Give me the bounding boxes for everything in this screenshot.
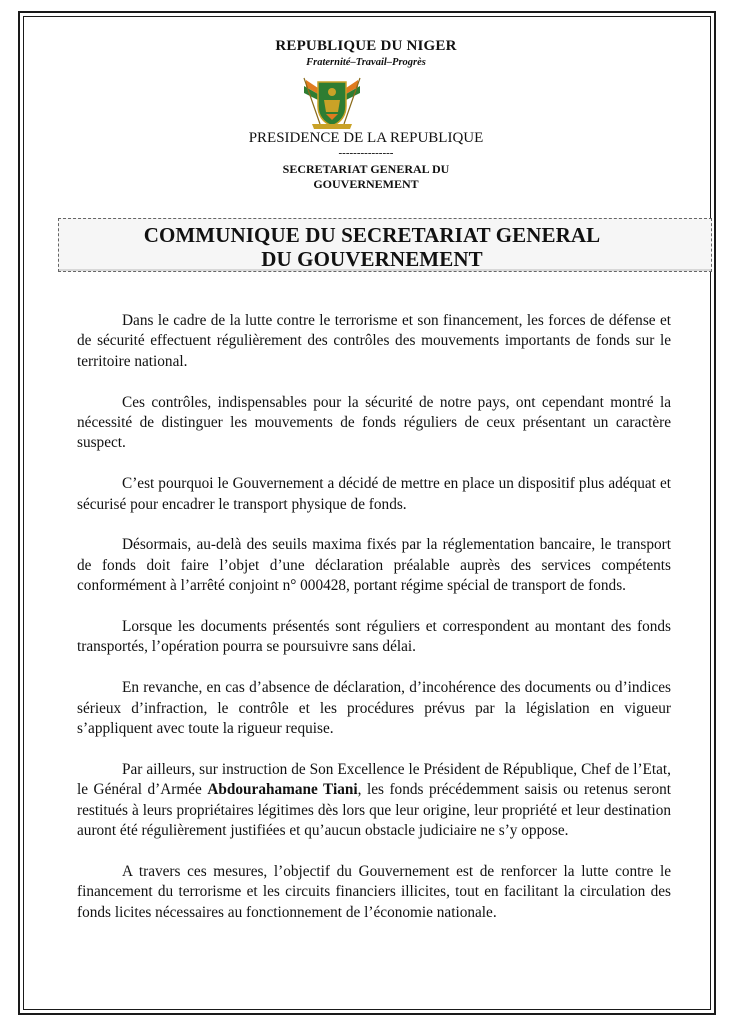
paragraph-3: C’est pourquoi le Gouvernement a décidé de mettre en place un dispositif plus adéquat et sécurisé pour encadrer le transport physique de fonds. [77,475,671,513]
communique-title-line1: COMMUNIQUE DU SECRETARIAT GENERAL [143,223,601,247]
paragraph-7-text-before: Par ailleurs, sur instruction de Son Excellence le Président de République, Chef de l’Etat, le Général d’Armée [77,760,671,799]
paragraph-7-text-after: , les fonds précédemment saisis ou retenus seront restitués à leurs propriétaires légitimes dès lors que leur origine, leur propriété et leur destination auront été régulièrement justifiées et qu’aucun obstacle judiciaire ne s’y oppose. [77,781,671,840]
paragraph-2: Ces contrôles, indispensables pour la sécurité de notre pays, ont cependant montré la nécessité de distinguer les mouvements de fonds réguliers de ceux présentant un caractère suspect. [77,393,671,452]
paragraph-6: En revanche, en cas d’absence de déclaration, d’incohérence des documents ou d’indices sérieux d’infraction, le contrôle et les procédures prévus par la législation en vigueur s’appliquent avec toute la rigueur requise. [77,679,671,738]
paragraph-4: Désormais, au-delà des seuils maxima fixés par la réglementation bancaire, le transport de fonds doit faire l’objet d’une déclaration préalable auprès des services compétents conformément à l’arrêté conjoint n° 000428, portant régime spécial de transport de fonds. [77,536,671,595]
country-name: REPUBLIQUE DU NIGER [275,38,457,54]
office-name-line1: SECRETARIAT GENERAL DU [282,162,450,176]
head-of-state-name: Abdourahamane Tiani [207,781,358,799]
paragraph-1: Dans le cadre de la lutte contre le terrorisme et son financement, les forces de défense et de sécurité effectuent régulièrement des contrôles des mouvements importants de fonds sur le territoire national. [77,312,671,370]
national-motto: Fraternité–Travail–Progrès [306,57,426,68]
paragraph-5: Lorsque les documents présentés sont réguliers et correspondent au montant des fonds transportés, l’opération pourra se poursuivre sans délai. [77,618,671,656]
presidency-heading: PRESIDENCE DE LA REPUBLIQUE [248,130,484,146]
communique-body [77,311,671,923]
office-name-line2: GOUVERNEMENT [313,177,419,191]
niger-coat-of-arms-icon [296,74,368,130]
communique-title-line2: DU GOUVERNEMENT [261,247,483,271]
header-separator: --------------- [338,147,394,159]
paragraph-7 [77,760,671,842]
paragraph-8: A travers ces mesures, l’objectif du Gouvernement est de renforcer la lutte contre le financement du terrorisme et les circuits financiers illicites, tout en facilitant la circulation des fonds licites nécessaires au fonctionnement de l’économie nationale. [77,862,671,921]
